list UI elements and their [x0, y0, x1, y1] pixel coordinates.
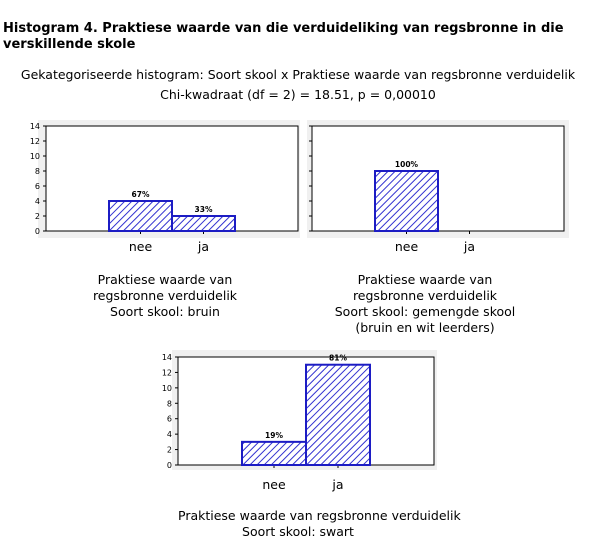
histogram-panel-1: [30, 120, 300, 254]
bar-data-label: 81%: [329, 353, 347, 363]
panel-1-caption-line: Soort skool: bruin: [110, 304, 220, 319]
x-category-label: ja: [197, 239, 210, 254]
y-tick-label: 10: [161, 383, 172, 393]
y-tick-label: 10: [29, 152, 40, 161]
y-tick-label: 0: [34, 227, 40, 236]
panel-3-caption: [178, 508, 461, 540]
bar-nee: [109, 201, 172, 231]
panel-1-caption: [45, 272, 285, 320]
panel-2-caption-line: Soort skool: gemengde skool: [334, 304, 516, 319]
chart-subtitle: Gekategoriseerde histogram: Soort skool x Praktiese waarde van regsbronne verduidelik: [20, 67, 576, 82]
figure-title-line-1: Histogram 4. Praktiese waarde van die verduideliking van regsbronne in die: [3, 21, 564, 36]
y-tick-label: 12: [29, 137, 40, 146]
x-category-label: ja: [332, 477, 344, 492]
x-category-label: nee: [394, 239, 419, 254]
y-tick-label: 8: [34, 167, 40, 176]
panel-2-caption: [305, 272, 545, 336]
panel-1-caption-line: Praktiese waarde van: [97, 272, 233, 287]
panel-1-caption-line: regsbronne verduidelik: [92, 288, 238, 303]
y-tick-label: 6: [34, 182, 40, 191]
y-tick-label: 8: [166, 399, 172, 409]
bar-ja: [306, 365, 370, 465]
bar-data-label: 67%: [131, 190, 150, 199]
y-tick-label: 4: [34, 197, 40, 206]
y-tick-label: 6: [166, 414, 172, 424]
figure-title-line-2: verskillende skole: [3, 37, 136, 52]
panel-3-caption-line: Soort skool: swart: [242, 524, 354, 539]
y-tick-label: 0: [166, 461, 172, 470]
x-category-label: ja: [463, 239, 476, 254]
y-tick-label: 4: [166, 430, 172, 440]
panel-2-caption-line: Praktiese waarde van: [357, 272, 493, 287]
y-tick-label: 14: [161, 353, 172, 362]
y-tick-label: 14: [29, 122, 40, 131]
x-category-label: nee: [262, 477, 286, 492]
panel-2-caption-line: (bruin en wit leerders): [355, 320, 495, 335]
bar-nee: [375, 171, 438, 231]
y-tick-label: 2: [166, 445, 172, 455]
bar-nee: [242, 442, 306, 465]
bar-ja: [172, 216, 235, 231]
bar-data-label: 33%: [194, 205, 213, 214]
y-tick-label: 2: [34, 212, 40, 221]
chi-square-result: Chi-kwadraat (df = 2) = 18.51, p = 0,00010: [160, 87, 436, 102]
bar-data-label: 19%: [265, 430, 283, 440]
histogram-panel-2: [307, 120, 569, 254]
y-tick-label: 12: [161, 368, 172, 378]
bar-data-label: 100%: [394, 160, 419, 169]
histogram-panel-3: [162, 350, 437, 492]
panel-2-caption-line: regsbronne verduidelik: [352, 288, 498, 303]
x-category-label: nee: [128, 239, 153, 254]
panel-3-caption-line: Praktiese waarde van regsbronne verduidelik: [178, 508, 461, 523]
